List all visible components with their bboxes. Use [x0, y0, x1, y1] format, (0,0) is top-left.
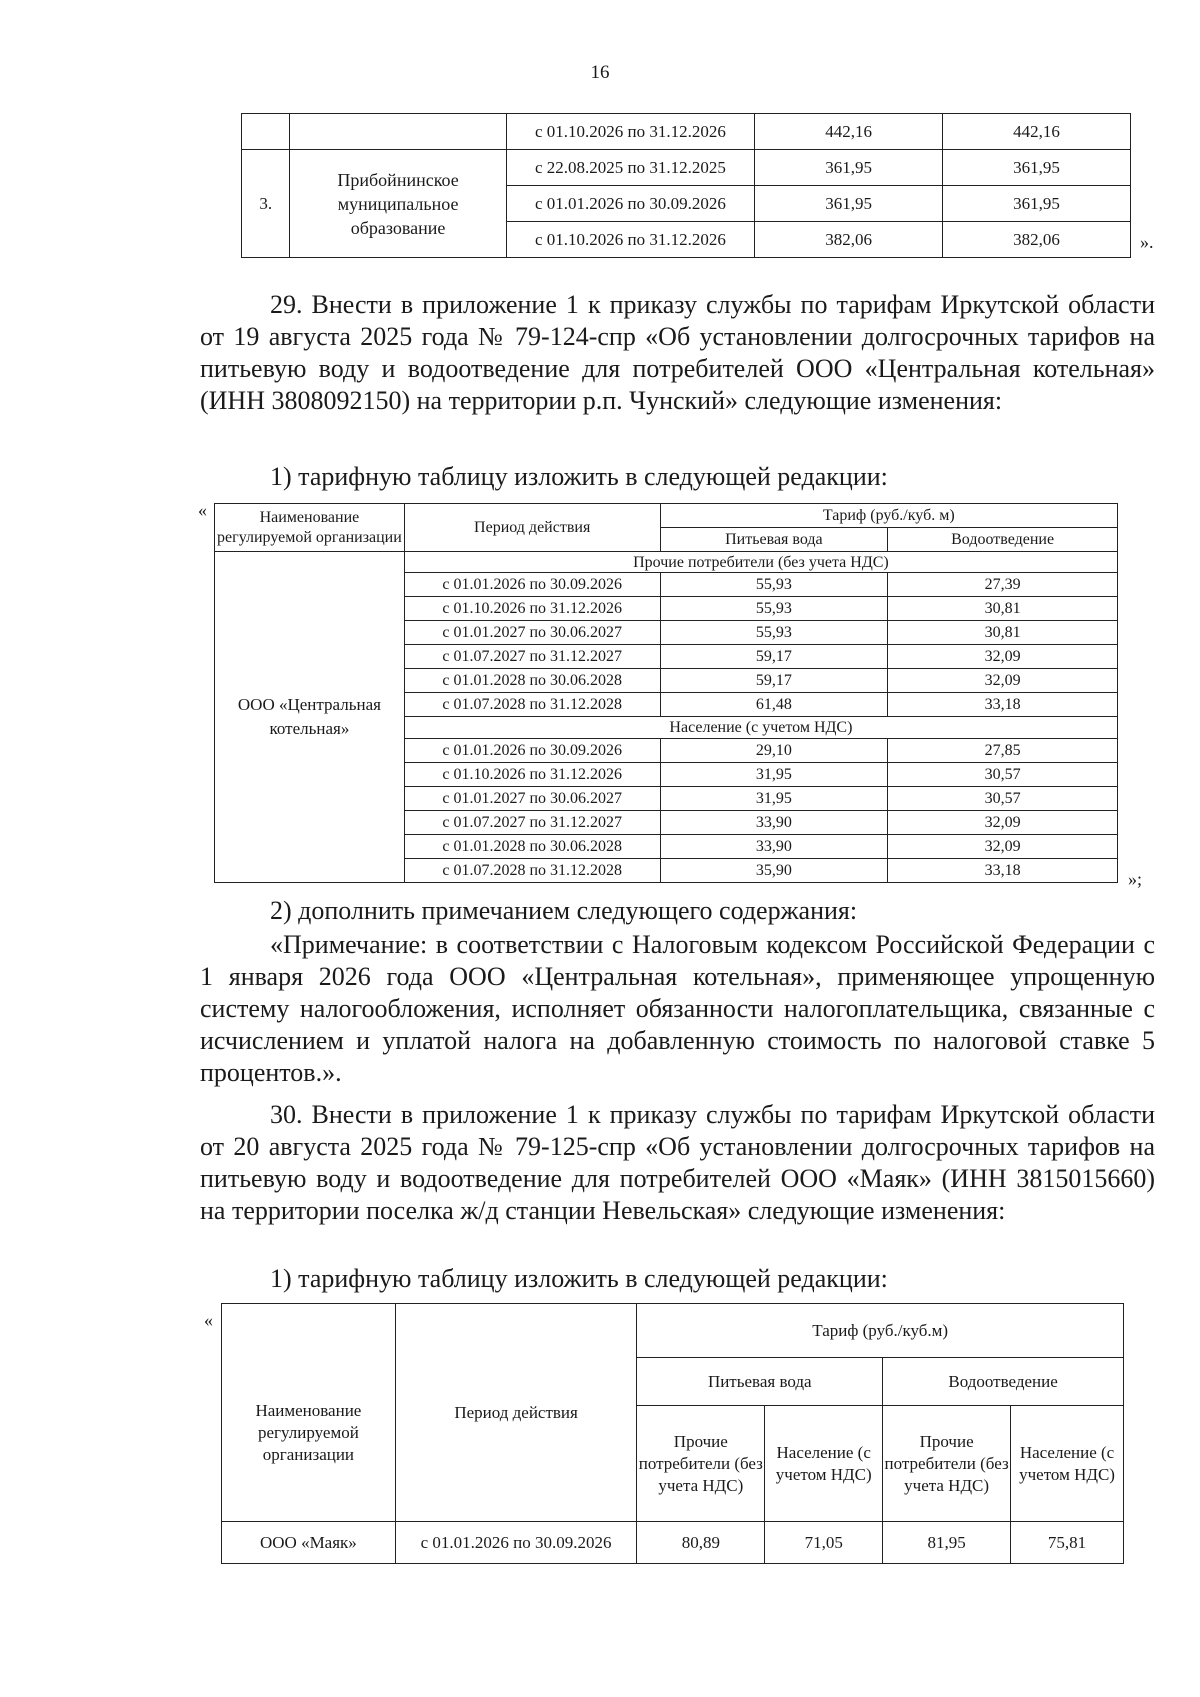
header-sewer-pop: Население (с учетом НДС) — [1011, 1406, 1124, 1522]
paragraph-29: 29. Внести в приложение 1 к приказу службы по тарифам Иркутской области от 19 августа 2025 года № 79-124-спр «Об установлении долгосрочных тарифов на питьевую воду и водоотведение для потребителей ООО «Центральная котельная» (ИНН 3808092150) на территории р.п. Чунский» следующие изменения: — [200, 290, 1155, 415]
period-cell: с 01.10.2026 по 31.12.2026 — [404, 763, 660, 787]
header-row — [222, 1304, 1124, 1358]
period-cell: с 01.01.2028 по 30.06.2028 — [404, 669, 660, 693]
water-pop-cell: 71,05 — [765, 1522, 883, 1564]
paragraph-30: 30. Внести в приложение 1 к приказу службы по тарифам Иркутской области от 20 августа 2025 года № 79-125-спр «Об установлении долгосрочных тарифов на питьевую воду и водоотведение для потребителей ООО «Маяк» (ИНН 3815015660) на территории поселка ж/д станции Невельская» следующие изменения: — [200, 1100, 1155, 1225]
header-water: Питьевая вода — [660, 528, 888, 552]
sewer-cell: 32,09 — [888, 811, 1118, 835]
page-number: 16 — [590, 62, 610, 83]
water-cell: 33,90 — [660, 811, 888, 835]
note-paragraph: «Примечание: в соответствии с Налоговым кодексом Российской Федерации с 1 января 2026 года ООО «Центральная котельная», применяющее упрощенную систему налогообложения, исполняет обязанности налогоплательщика, связанные с исчислением и уплатой налога на добавленную стоимость по налоговой ставке 5 процентов.». — [200, 930, 1155, 1087]
water-cell: 35,90 — [660, 859, 888, 883]
header-tariff: Тариф (руб./куб. м) — [660, 504, 1117, 528]
water-cell: 55,93 — [660, 621, 888, 645]
period-cell: с 01.07.2028 по 31.12.2028 — [404, 859, 660, 883]
org-name: ООО «Маяк» — [222, 1522, 396, 1564]
water-cell: 31,95 — [660, 787, 888, 811]
mayak-tariff-table — [221, 1303, 1124, 1564]
open-quote: « — [198, 500, 207, 520]
org-name: Прибойнинское муниципальное образование — [290, 150, 506, 258]
sewer-cell: 27,85 — [888, 739, 1118, 763]
sewer-cell: 33,18 — [888, 693, 1118, 717]
value-cell: 361,95 — [943, 150, 1131, 186]
central-boiler-tariff-table — [214, 503, 1118, 883]
sewer-cell: 30,57 — [888, 763, 1118, 787]
sewer-pop-cell: 75,81 — [1011, 1522, 1124, 1564]
item-1-29: 1) тарифную таблицу изложить в следующей редакции: — [270, 462, 888, 491]
water-other-cell: 80,89 — [637, 1522, 765, 1564]
header-org: Наименование регулируемой организации — [222, 1304, 396, 1522]
header-tariff: Тариф (руб./куб.м) — [637, 1304, 1124, 1358]
sewer-cell: 32,09 — [888, 669, 1118, 693]
header-water: Питьевая вода — [637, 1358, 883, 1406]
period-cell: с 01.01.2027 по 30.06.2027 — [404, 621, 660, 645]
table-row — [222, 1522, 1124, 1564]
water-cell: 31,95 — [660, 763, 888, 787]
sewer-other-cell: 81,95 — [883, 1522, 1011, 1564]
group-row — [215, 552, 1118, 573]
period-cell: с 01.10.2026 по 31.12.2026 — [404, 597, 660, 621]
value-cell: 442,16 — [755, 114, 943, 150]
sewer-cell: 27,39 — [888, 573, 1118, 597]
water-cell: 61,48 — [660, 693, 888, 717]
period-cell: с 01.10.2026 по 31.12.2026 — [506, 222, 755, 258]
item-2: 2) дополнить примечанием следующего содержания: — [270, 896, 858, 925]
water-cell: 55,93 — [660, 573, 888, 597]
header-period: Период действия — [404, 504, 660, 552]
table-row — [242, 114, 1131, 150]
header-period: Период действия — [395, 1304, 637, 1522]
header-water-other: Прочие потребители (без учета НДС) — [637, 1406, 765, 1522]
period-cell: с 01.07.2027 по 31.12.2027 — [404, 811, 660, 835]
value-cell: 361,95 — [943, 186, 1131, 222]
header-org: Наименование регулируемой организации — [215, 504, 405, 552]
water-cell: 59,17 — [660, 669, 888, 693]
value-cell: 361,95 — [755, 186, 943, 222]
org-name: ООО «Центральная котельная» — [215, 552, 405, 883]
water-cell: 55,93 — [660, 597, 888, 621]
period-cell: с 01.07.2028 по 31.12.2028 — [404, 693, 660, 717]
sewer-cell: 30,57 — [888, 787, 1118, 811]
sewer-cell: 33,18 — [888, 859, 1118, 883]
item-1-30: 1) тарифную таблицу изложить в следующей редакции: — [270, 1264, 888, 1293]
water-cell: 29,10 — [660, 739, 888, 763]
header-sewer: Водоотведение — [883, 1358, 1124, 1406]
closing-quote: ». — [1140, 232, 1154, 252]
open-quote: « — [204, 1310, 213, 1330]
sewer-cell: 30,81 — [888, 621, 1118, 645]
period-cell: с 01.01.2026 по 30.09.2026 — [506, 186, 755, 222]
period-cell: с 01.01.2026 по 30.09.2026 — [404, 739, 660, 763]
sewer-cell: 30,81 — [888, 597, 1118, 621]
value-cell: 361,95 — [755, 150, 943, 186]
row-number: 3. — [242, 150, 290, 258]
group-label: Прочие потребители (без учета НДС) — [404, 552, 1117, 573]
header-row — [215, 504, 1118, 528]
value-cell: 382,06 — [755, 222, 943, 258]
top-tariff-table — [241, 113, 1131, 258]
water-cell: 33,90 — [660, 835, 888, 859]
period-cell: с 01.07.2027 по 31.12.2027 — [404, 645, 660, 669]
value-cell: 442,16 — [943, 114, 1131, 150]
table-row — [242, 150, 1131, 186]
closing-quote: »; — [1128, 869, 1143, 889]
group-label: Население (с учетом НДС) — [404, 717, 1117, 739]
period-cell: с 01.01.2026 по 30.09.2026 — [404, 573, 660, 597]
period-cell: с 01.01.2027 по 30.06.2027 — [404, 787, 660, 811]
period-cell: с 22.08.2025 по 31.12.2025 — [506, 150, 755, 186]
value-cell: 382,06 — [943, 222, 1131, 258]
header-sewer: Водоотведение — [888, 528, 1118, 552]
sewer-cell: 32,09 — [888, 645, 1118, 669]
water-cell: 59,17 — [660, 645, 888, 669]
header-water-pop: Население (с учетом НДС) — [765, 1406, 883, 1522]
header-sewer-other: Прочие потребители (без учета НДС) — [883, 1406, 1011, 1522]
period-cell: с 01.01.2026 по 30.09.2026 — [395, 1522, 637, 1564]
period-cell: с 01.01.2028 по 30.06.2028 — [404, 835, 660, 859]
period-cell: с 01.10.2026 по 31.12.2026 — [506, 114, 755, 150]
sewer-cell: 32,09 — [888, 835, 1118, 859]
